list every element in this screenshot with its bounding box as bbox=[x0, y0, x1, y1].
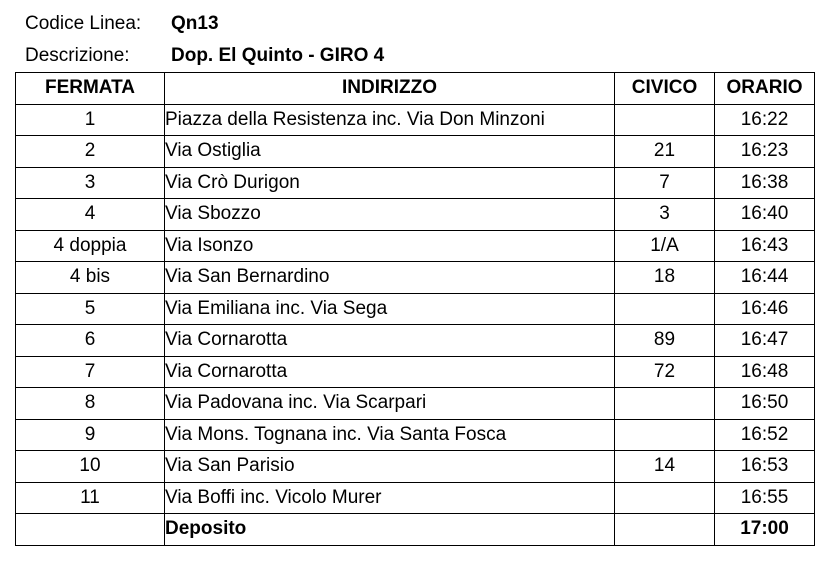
address-cell: Via Padovana inc. Via Scarpari bbox=[165, 388, 615, 420]
table-row bbox=[16, 388, 815, 420]
stop-cell: 11 bbox=[16, 482, 165, 514]
time-cell: 16:53 bbox=[715, 451, 815, 483]
column-header-address: INDIRIZZO bbox=[165, 73, 615, 105]
stop-cell: 4 doppia bbox=[16, 230, 165, 262]
number-cell: 3 bbox=[615, 199, 715, 231]
address-cell: Via Emiliana inc. Via Sega bbox=[165, 293, 615, 325]
stop-cell bbox=[16, 514, 165, 546]
table-header-row bbox=[16, 73, 815, 105]
table-row bbox=[16, 136, 815, 168]
description-row bbox=[25, 45, 384, 67]
stop-cell: 10 bbox=[16, 451, 165, 483]
number-cell bbox=[615, 514, 715, 546]
description-value: Dop. El Quinto - GIRO 4 bbox=[171, 45, 385, 66]
stop-cell: 2 bbox=[16, 136, 165, 168]
number-cell: 89 bbox=[615, 325, 715, 357]
time-cell: 16:23 bbox=[715, 136, 815, 168]
number-cell: 18 bbox=[615, 262, 715, 294]
stop-cell: 4 bbox=[16, 199, 165, 231]
address-cell: Via Mons. Tognana inc. Via Santa Fosca bbox=[165, 419, 615, 451]
time-cell: 16:55 bbox=[715, 482, 815, 514]
address-cell: Via Ostiglia bbox=[165, 136, 615, 168]
column-header-number: CIVICO bbox=[615, 73, 715, 105]
time-cell: 16:52 bbox=[715, 419, 815, 451]
table-row bbox=[16, 514, 815, 546]
time-cell: 16:48 bbox=[715, 356, 815, 388]
description-label: Descrizione: bbox=[25, 45, 130, 66]
number-cell bbox=[615, 104, 715, 136]
table-row bbox=[16, 419, 815, 451]
column-header-time: ORARIO bbox=[715, 73, 815, 105]
stop-cell: 4 bis bbox=[16, 262, 165, 294]
time-cell: 16:46 bbox=[715, 293, 815, 325]
table-row bbox=[16, 262, 815, 294]
number-cell bbox=[615, 482, 715, 514]
table-row bbox=[16, 356, 815, 388]
line-code-row bbox=[25, 13, 219, 35]
time-cell: 16:44 bbox=[715, 262, 815, 294]
number-cell bbox=[615, 419, 715, 451]
time-cell: 16:50 bbox=[715, 388, 815, 420]
address-cell: Via Cornarotta bbox=[165, 325, 615, 357]
address-cell: Via Boffi inc. Vicolo Murer bbox=[165, 482, 615, 514]
table-row bbox=[16, 482, 815, 514]
number-cell: 14 bbox=[615, 451, 715, 483]
address-cell: Piazza della Resistenza inc. Via Don Minzoni bbox=[165, 104, 615, 136]
schedule-table bbox=[15, 72, 815, 546]
table-row bbox=[16, 325, 815, 357]
address-cell: Via San Parisio bbox=[165, 451, 615, 483]
number-cell: 7 bbox=[615, 167, 715, 199]
number-cell: 72 bbox=[615, 356, 715, 388]
address-cell: Via Isonzo bbox=[165, 230, 615, 262]
time-cell: 16:47 bbox=[715, 325, 815, 357]
table-row bbox=[16, 104, 815, 136]
time-cell: 17:00 bbox=[715, 514, 815, 546]
address-cell: Deposito bbox=[165, 514, 615, 546]
number-cell: 1/A bbox=[615, 230, 715, 262]
stop-cell: 8 bbox=[16, 388, 165, 420]
column-header-stop: FERMATA bbox=[16, 73, 165, 105]
stop-cell: 1 bbox=[16, 104, 165, 136]
stop-cell: 9 bbox=[16, 419, 165, 451]
address-cell: Via Cornarotta bbox=[165, 356, 615, 388]
table-row bbox=[16, 199, 815, 231]
stop-cell: 7 bbox=[16, 356, 165, 388]
table-row bbox=[16, 230, 815, 262]
time-cell: 16:40 bbox=[715, 199, 815, 231]
table-row bbox=[16, 451, 815, 483]
line-code-label: Codice Linea: bbox=[25, 13, 142, 34]
time-cell: 16:22 bbox=[715, 104, 815, 136]
number-cell bbox=[615, 293, 715, 325]
time-cell: 16:38 bbox=[715, 167, 815, 199]
address-cell: Via Sbozzo bbox=[165, 199, 615, 231]
table-row bbox=[16, 293, 815, 325]
stop-cell: 5 bbox=[16, 293, 165, 325]
number-cell bbox=[615, 388, 715, 420]
time-cell: 16:43 bbox=[715, 230, 815, 262]
address-cell: Via San Bernardino bbox=[165, 262, 615, 294]
schedule-body bbox=[16, 104, 815, 545]
line-code-value: Qn13 bbox=[171, 13, 219, 34]
address-cell: Via Crò Durigon bbox=[165, 167, 615, 199]
table-row bbox=[16, 167, 815, 199]
stop-cell: 6 bbox=[16, 325, 165, 357]
number-cell: 21 bbox=[615, 136, 715, 168]
stop-cell: 3 bbox=[16, 167, 165, 199]
